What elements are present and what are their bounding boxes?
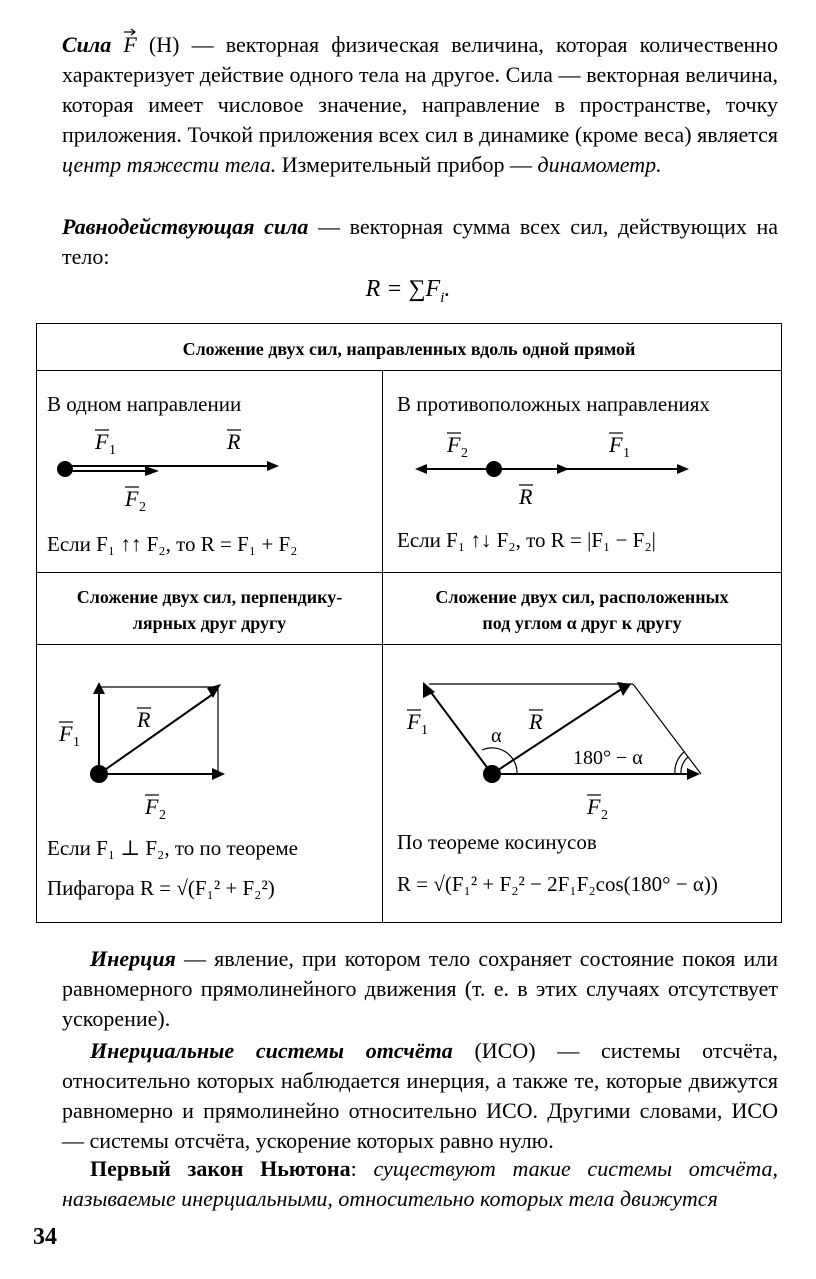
force-italic-b: динамометр. <box>537 152 662 177</box>
opposite-direction-condition: Если F₁ ↑↓ F₂, то R = |F₁ − F₂| <box>397 528 656 552</box>
svg-text:2: 2 <box>159 808 166 823</box>
table-header-collinear: Сложение двух сил, направленных вдоль одной прямой <box>182 339 636 359</box>
term-resultant: Равнодействующая сила <box>62 214 309 239</box>
inertia-text: — явление, при котором тело сохраняет состояние покоя или равномерного прямолинейного движения (т. е. в этих случаях отсутствует ускорение). <box>62 946 778 1031</box>
inertia-paragraph <box>62 944 778 1034</box>
svg-text:F: F <box>125 486 139 511</box>
svg-text:R: R <box>519 484 533 509</box>
svg-text:2: 2 <box>139 500 146 515</box>
term-inertia: Инерция <box>90 946 176 971</box>
perpendicular-diagram <box>37 654 377 834</box>
term-newton-first-law: Первый закон Ньютона <box>90 1156 351 1181</box>
svg-text:F: F <box>59 721 73 746</box>
svg-text:R: R <box>529 709 543 734</box>
svg-text:F: F <box>447 432 461 457</box>
term-force: Сила <box>62 32 112 57</box>
angle-line2: R = √(F₁² + F₂² − 2F₁F₂cos(180° − α)) <box>397 872 718 896</box>
svg-text:1: 1 <box>421 723 428 738</box>
inertial-frames-paragraph <box>62 1036 778 1156</box>
svg-text:F: F <box>95 429 109 454</box>
svg-text:180° − α: 180° − α <box>573 747 643 769</box>
application-point <box>486 461 502 477</box>
force-definition-paragraph <box>62 30 778 180</box>
force-text-a: (Н) — векторная физическая величина, которая количественно характеризует действие одного тела на другое. Сила — векторная величина, которая имеет числовое значение, направление в пространстве, точку приложения. Точкой приложения всех сил в динамике (кроме веса) является <box>62 32 779 147</box>
resultant-formula: $R = \sum F_i$. <box>365 276 451 306</box>
svg-text:F: F <box>407 709 421 734</box>
application-point <box>483 765 501 783</box>
perpendicular-line1: Если F₁ ⊥ F₂, то по теореме <box>47 836 298 860</box>
newton-first-law-text: существуют такие системы отсчёта, называемые инерциальными, относительно которых тела движутся <box>62 1156 778 1211</box>
svg-text:2: 2 <box>461 446 468 461</box>
perpendicular-line2: Пифагора R = √(F₁² + F₂²) <box>47 876 275 900</box>
resultant-text: — векторная сумма всех сил, действующих на тело: <box>62 214 778 269</box>
newton-first-law-paragraph: Первый закон Ньютона: существуют такие системы отсчёта, называемые инерциальными, относительно которых тела движутся <box>62 1156 778 1211</box>
svg-text:R: R <box>137 707 151 732</box>
table-header-angle: Сложение двух сил, расположенных под углом α друг к другу <box>435 587 729 633</box>
inertial-frames-text: (ИСО) — системы отсчёта, относительно которых наблюдается инерция, а также те, которые движутся равномерно и прямолинейно относительно ИСО. Другими словами, ИСО — системы отсчёта, ускорение которых равно нулю. <box>62 1038 778 1153</box>
table-divider <box>37 572 781 573</box>
svg-text:R: R <box>227 429 241 454</box>
vector-arrow-icon <box>123 28 137 36</box>
same-direction-title: В одном направлении <box>47 392 242 416</box>
svg-text:1: 1 <box>623 446 630 461</box>
svg-text:2: 2 <box>601 808 608 823</box>
same-direction-diagram <box>37 424 377 524</box>
table-header-perpendicular: Сложение двух сил, перпендику- лярных друг другу <box>76 587 343 633</box>
table-divider <box>37 644 781 645</box>
opposite-direction-diagram <box>387 424 777 524</box>
svg-text:F: F <box>145 794 159 819</box>
angle-line1: По теореме косинусов <box>397 830 597 854</box>
svg-text:1: 1 <box>109 443 116 458</box>
svg-text:1: 1 <box>73 735 80 750</box>
force-text-b: Измерительный прибор — <box>276 152 538 177</box>
force-addition-table <box>36 323 782 923</box>
term-inertial-frames: Инерциальные системы отсчёта <box>90 1038 453 1063</box>
svg-text:F: F <box>609 432 623 457</box>
force-italic-a: центр тяжести тела. <box>62 152 277 177</box>
table-divider-vertical <box>382 370 383 922</box>
svg-text:F: F <box>587 794 601 819</box>
force-symbol: F <box>123 30 136 60</box>
same-direction-condition: Если F₁ ↑↑ F₂, то R = F₁ + F₂ <box>47 532 298 556</box>
resultant-paragraph <box>62 212 778 272</box>
table-divider <box>37 370 781 371</box>
svg-text:α: α <box>491 725 502 747</box>
opposite-direction-title: В противоположных направлениях <box>397 392 710 416</box>
page-number: 34 <box>33 1224 57 1250</box>
application-point <box>90 765 108 783</box>
application-point <box>57 461 73 477</box>
angle-diagram <box>387 654 777 834</box>
